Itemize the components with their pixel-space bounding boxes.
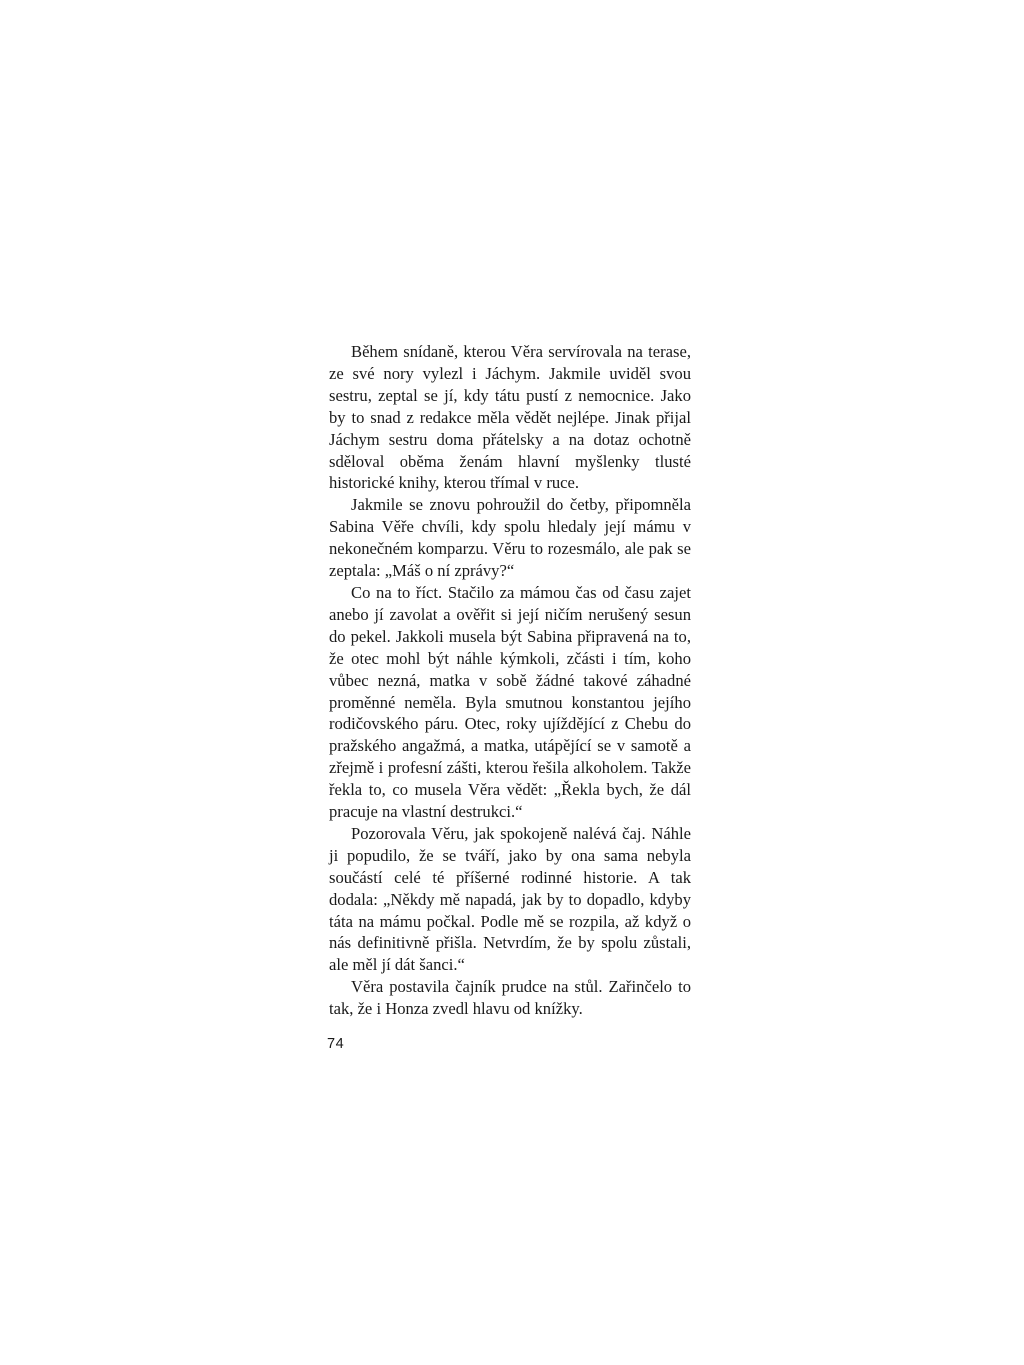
paragraph: Pozorovala Věru, jak spokojeně nalévá čaj. Náhle ji popudilo, že se tváří, jako by ona sama nebyla součástí celé té příšerné rodinné historie. A tak dodala: „Někdy mě napadá, jak by to dopadlo, kdyby táta na mámu počkal. Podle mě se rozpila, až když o nás definitivně přišla. Netvrdím, že by spolu zůstali, ale měl jí dát šanci.“ <box>329 823 691 975</box>
paragraph: Jakmile se znovu pohroužil do četby, připomněla Sabina Věře chvíli, kdy spolu hledaly její mámu v nekonečném komparzu. Věru to rozesmálo, ale pak se zeptala: „Máš o ní zprávy?“ <box>329 495 691 581</box>
paragraph: Během snídaně, kterou Věra servírovala na terase, ze své nory vylezl i Jáchym. Jakmile uviděl svou sestru, zeptal se jí, kdy tátu pustí z nemocnice. Jako by to snad z redakce měla vědět nejlépe. Jinak přijal Jáchym sestru doma přátelsky a na dotaz ochotně sděloval oběma ženám hlavní myšlenky tlusté historické knihy, kterou třímal v ruce. <box>329 342 691 493</box>
paragraph: Co na to říct. Stačilo za mámou čas od času zajet anebo jí zavolat a ověřit si její ničím nerušený sesun do pekel. Jakkoli musela být Sabina připravená na to, že otec mohl být náhle kýmkoli, zčásti i tím, koho vůbec nezná, matka v sobě žádné takové záhadné proměnné neměla. Byla smutnou konstantou jejího rodičovského páru. Otec, roky ujíždějící z Chebu do pražského angažmá, a matka, utápějící se v samotě a zřejmě i profesní zášti, kterou řešila alkoholem. Takže řekla to, co musela Věra vědět: „Řekla bych, že dál pracuje na vlastní destrukci.“ <box>329 582 691 822</box>
body-text <box>329 341 691 1020</box>
paragraph: Věra postavila čajník prudce na stůl. Zařinčelo to tak, že i Honza zvedl hlavu od knížky. <box>329 977 691 1019</box>
page-number: 74 <box>327 1036 345 1052</box>
